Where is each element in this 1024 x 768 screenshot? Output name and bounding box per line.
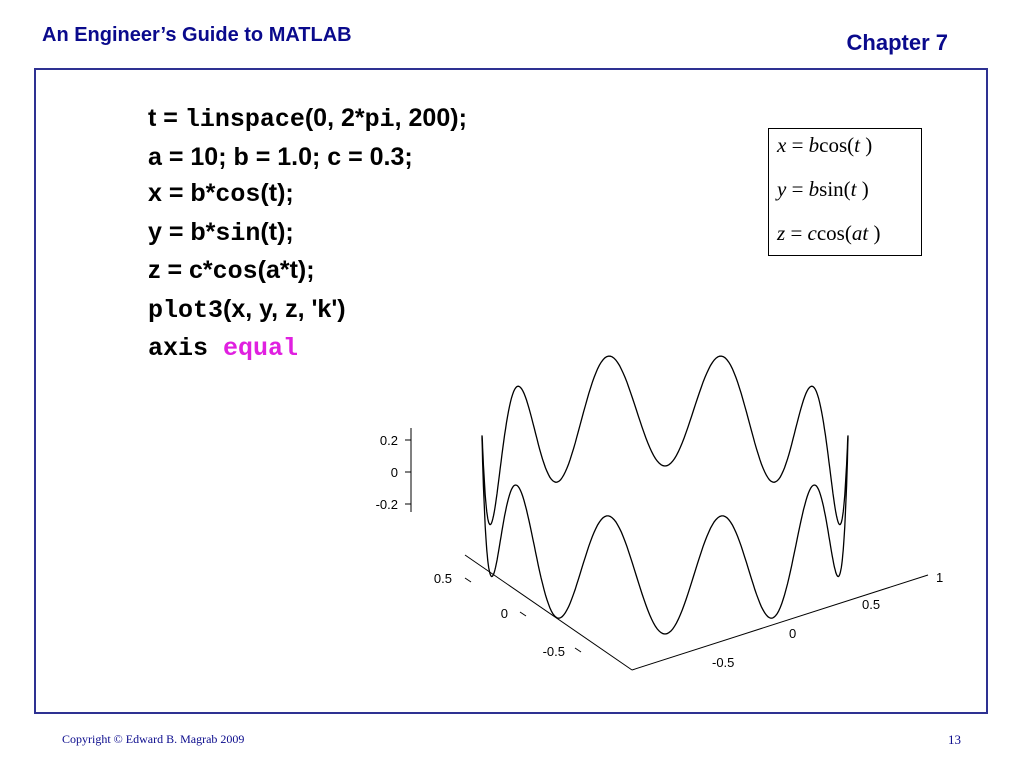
right-tick-label: 0.5 (862, 597, 881, 612)
z-tick-label: 0 (390, 465, 398, 480)
code-line-4: y = b*sin(t); (148, 217, 294, 248)
code-line-3: x = b*cos(t); (148, 179, 294, 209)
equation-x: x = bcos(t ) (777, 133, 873, 157)
left-tick-label: 0 (500, 606, 508, 621)
right-tick-label: -0.5 (712, 655, 735, 670)
z-tick-label: -0.2 (375, 497, 398, 512)
copyright-text: Copyright © Edward B. Magrab 2009 (62, 732, 245, 746)
left-tick-mark (465, 578, 471, 582)
left-tick-mark (575, 648, 581, 652)
code-line-5: z = c*cos(a*t); (148, 256, 315, 286)
helix-curve (482, 356, 848, 634)
chapter-label: Chapter 7 (846, 30, 948, 55)
z-tick-label: 0.2 (379, 433, 398, 448)
right-tick-label: 0 (789, 626, 797, 641)
left-tick-label: 0.5 (433, 571, 452, 586)
code-line-2: a = 10; b = 1.0; c = 0.3; (148, 142, 413, 171)
code-line-6: plot3(x, y, z, 'k') (148, 294, 346, 325)
right-tick-label: 1 (936, 570, 944, 585)
code-line-1: t = linspace(0, 2*pi, 200); (148, 104, 467, 134)
left-tick-mark (520, 612, 526, 616)
equation-y: y = bsin(t ) (777, 177, 869, 201)
code-line-7: axis equal (148, 334, 299, 363)
equation-z: z = ccos(at ) (777, 221, 881, 245)
slide-title: An Engineer’s Guide to MATLAB (42, 24, 352, 46)
page-number: 13 (948, 732, 961, 747)
left-tick-label: -0.5 (542, 644, 565, 659)
